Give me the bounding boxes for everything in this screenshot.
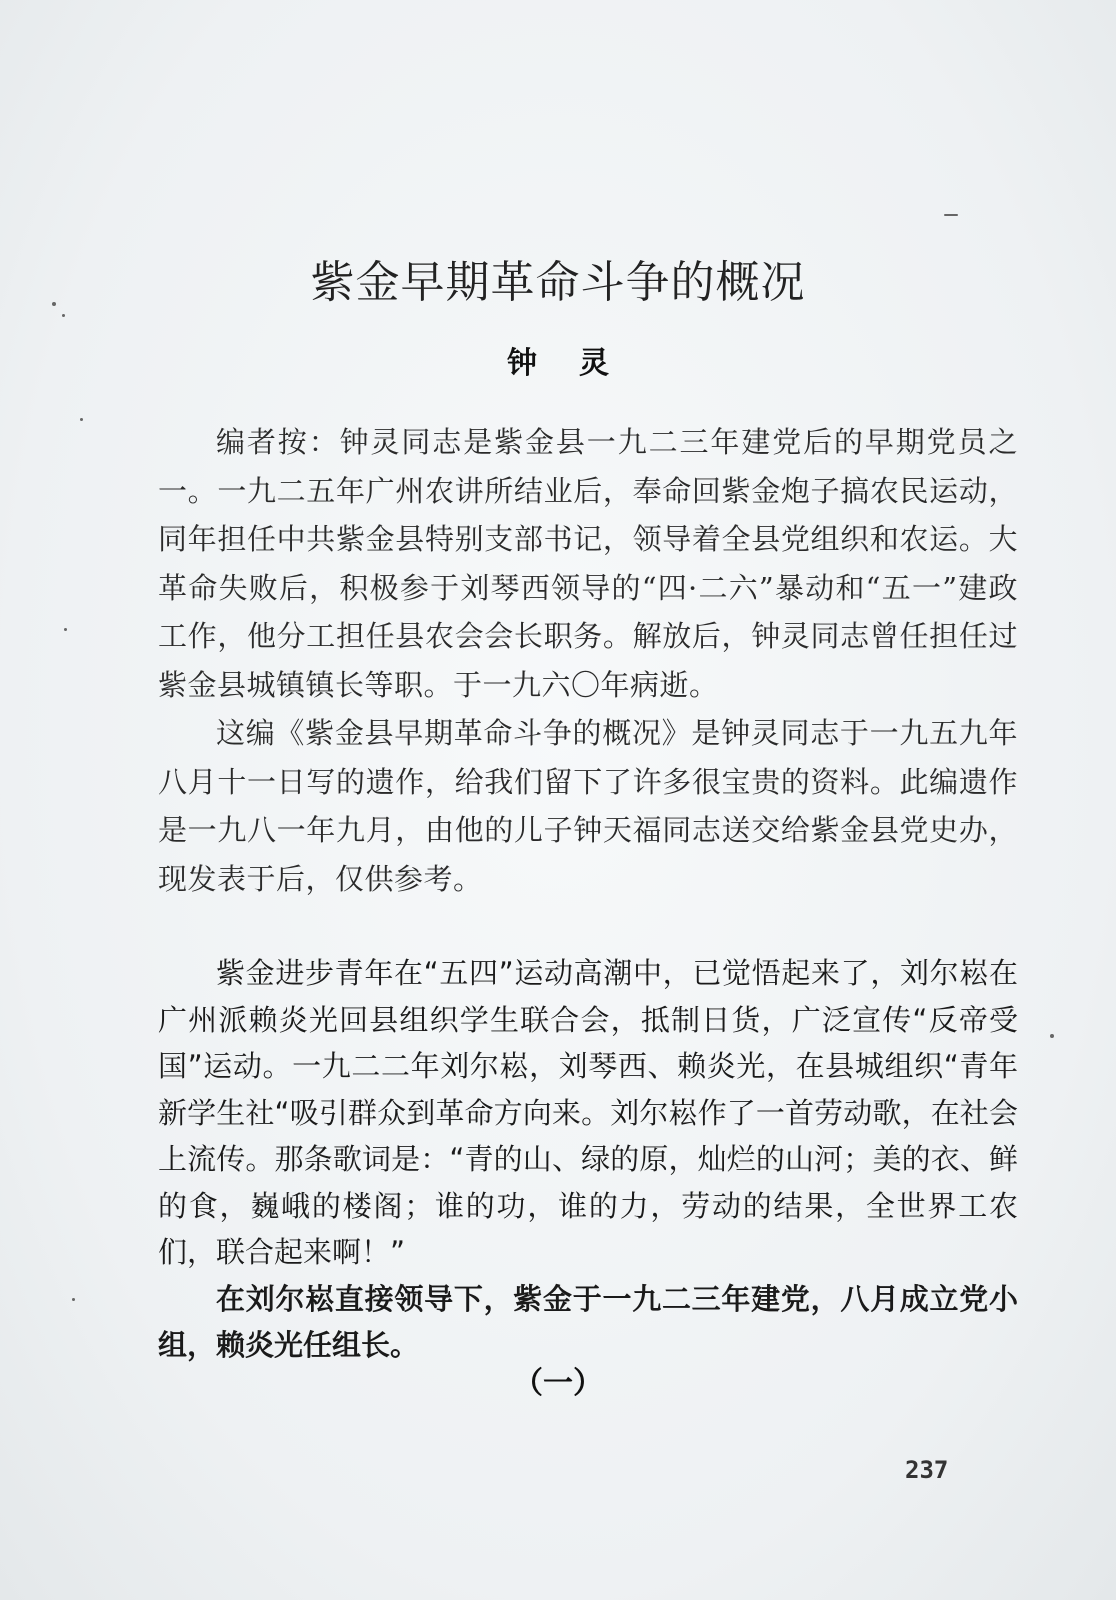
scan-speck [64, 628, 67, 631]
page-title: 紫金早期革命斗争的概况 [310, 257, 806, 308]
scan-speck [62, 314, 65, 317]
scan-speck [72, 1298, 75, 1301]
body-paragraph: 在刘尔崧直接领导下，紫金于一九二三年建党，八月成立党小组，赖炎光任组长。 [158, 1281, 1018, 1362]
editor-note-paragraph: 这编《紫金县早期革命斗争的概况》是钟灵同志于一九五九年八月十一日写的遗作，给我们留下了许多很宝贵的资料。此编遗作是一九八一年九月，由他的儿子钟天福同志送交给紫金县党史办，现发表于后，仅供参考。 [158, 716, 1018, 896]
scan-speck [944, 214, 958, 216]
scan-speck [80, 418, 83, 421]
section-heading: （一） [513, 1366, 603, 1401]
page-number: 237 [905, 1456, 949, 1484]
body-paragraph: 紫金进步青年在“五四”运动高潮中，已觉悟起来了，刘尔崧在广州派赖炎光回县组织学生联合会，抵制日货，广泛宣传“反帝受国”运动。一九二二年刘尔崧，刘琴西、赖炎光，在县城组织“青年新学生社“吸引群众到革命方向来。刘尔崧作了一首劳动歌，在社会上流传。那条歌词是：“青的山、绿的原，灿烂的山河；美的衣、鲜的食，巍峨的楼阁；谁的功，谁的力，劳动的结果，全世界工农们，联合起来啊！” [158, 956, 1018, 1269]
author-name: 钟灵 [507, 346, 651, 381]
editor-note [158, 418, 1018, 903]
scan-speck [1050, 1034, 1054, 1038]
editor-note-paragraph: 编者按：钟灵同志是紫金县一九二三年建党后的早期党员之一。一九二五年广州农讲所结业后，奉命回紫金炮子搞农民运动，同年担任中共紫金县特别支部书记，领导着全县党组织和农运。大革命失败后，积极参于刘琴西领导的“四·二六”暴动和“五一”建政工作，他分工担任县农会会长职务。解放后，钟灵同志曾任担任过紫金县城镇镇长等职。于一九六〇年病逝。 [158, 425, 1018, 702]
scan-speck [52, 302, 56, 306]
body-text [158, 950, 1018, 1369]
